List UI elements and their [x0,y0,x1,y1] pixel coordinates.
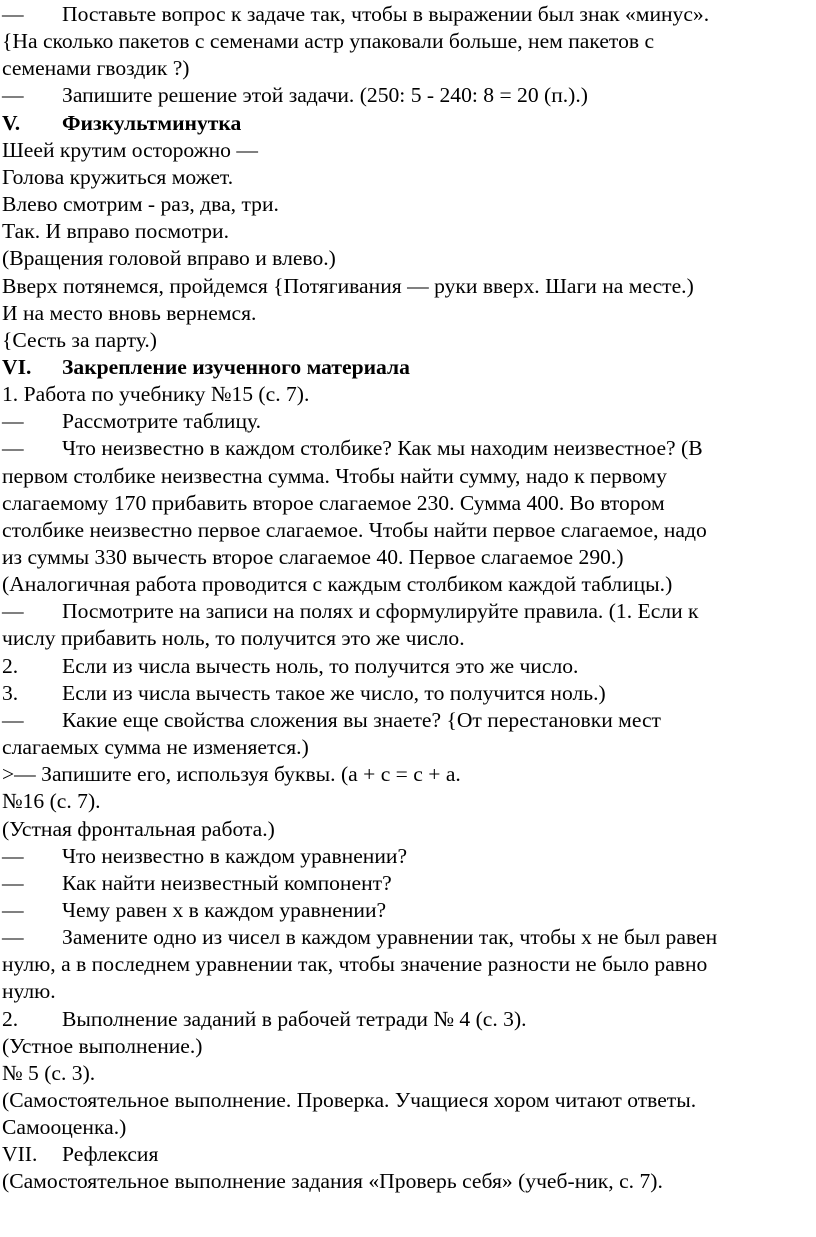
line-text: Самооценка.) [2,1115,127,1140]
text-line [2,109,241,137]
text-line [2,1140,158,1168]
text-line [2,787,101,815]
line-text: №16 (с. 7). [2,789,101,814]
text-line [2,679,606,707]
line-text: Так. И вправо посмотри. [2,219,229,244]
text-line [2,516,707,544]
text-line [2,54,190,82]
text-line [2,869,392,897]
line-text: Что неизвестно в каждом столбике? Как мы находим неизвестное? (В [62,436,703,461]
line-text: Поставьте вопрос к задаче так, чтобы в выражении был знак «минус». [62,2,710,26]
text-line [2,462,667,490]
line-text: Что неизвестно в каждом уравнении? [62,843,408,868]
line-marker: VII. [2,1142,38,1167]
line-marker: — [2,925,24,950]
text-line [2,815,275,843]
line-marker: — [2,409,24,434]
line-text: слагаемому 170 прибавить второе слагаемое 230. Сумма 400. Во втором [2,490,665,515]
text-line [2,950,707,978]
text-line [2,244,336,272]
line-marker: 3. [2,680,19,705]
line-text: (Вращения головой вправо и влево.) [2,246,336,271]
text-line [2,217,229,245]
line-marker: VI. [2,354,32,379]
text-line [2,923,717,951]
text-line [2,733,309,761]
line-text: Выполнение заданий в рабочей тетради № 4 (с. 3). [62,1006,527,1031]
text-line [2,842,407,870]
text-line [2,624,465,652]
line-text: Физкультминутка [62,110,242,135]
text-line [2,353,410,381]
text-line [2,272,694,300]
line-text: (Устное выполнение.) [2,1033,203,1058]
line-text: (Устная фронтальная работа.) [2,816,275,841]
line-text: Шеей крутим осторожно — [2,137,258,162]
line-text: (Аналогичная работа проводится с каждым столбиком каждой таблицы.) [2,572,673,597]
line-marker: 2. [2,1006,19,1031]
text-line [2,0,709,28]
line-text: первом столбике неизвестна сумма. Чтобы найти сумму, надо к первому [2,463,667,488]
text-line [2,543,624,571]
line-marker: — [2,83,24,108]
line-text: Рассмотрите таблицу. [62,409,262,434]
text-line [2,163,233,191]
line-text: Посмотрите на записи на полях и сформулируйте правила. (1. Если к [62,599,699,624]
line-text: числу прибавить ноль, то получится это же число. [2,626,465,651]
line-text: Запишите решение этой задачи. (250: 5 - 240: 8 = 20 (п.).) [62,83,588,108]
line-text: Закрепление изученного материала [62,354,410,379]
line-marker: — [2,707,24,732]
line-marker: — [2,870,24,895]
text-line [2,27,654,55]
line-text: № 5 (с. 3). [2,1060,96,1085]
text-line [2,1167,663,1195]
text-line [2,326,157,354]
line-text: (Самостоятельное выполнение. Проверка. Учащиеся хором читают ответы. [2,1088,697,1112]
text-line [2,706,661,734]
text-line [2,1113,126,1141]
line-text: (Самостоятельное выполнение задания «Проверь себя» (учеб-ник, с. 7). [2,1169,663,1194]
text-line [2,190,279,218]
line-text: слагаемых сумма не изменяется.) [2,735,309,760]
line-marker: — [2,2,24,26]
line-text: {Сесть за парту.) [2,327,157,352]
text-line [2,299,256,327]
line-text: столбике неизвестно первое слагаемое. Чтобы найти первое слагаемое, надо [2,517,707,542]
line-text: Как найти неизвестный компонент? [62,870,392,895]
text-line [2,434,703,462]
line-text: нулю. [2,979,56,1004]
line-text: нулю, а в последнем уравнении так, чтобы значение разности не было равно [2,952,708,977]
text-line [2,489,665,517]
text-line [2,136,258,164]
line-marker: — [2,599,24,624]
line-text: >— Запишите его, используя буквы. (а + с = с + а. [2,762,461,787]
line-text: Чему равен х в каждом уравнении? [62,897,387,922]
text-line [2,407,261,435]
line-text: {На сколько пакетов с семенами астр упаковали больше, нем пакетов с [2,29,655,54]
line-text: Рефлексия [62,1142,159,1167]
line-marker: — [2,843,24,868]
line-marker: 2. [2,653,19,678]
line-text: И на место вновь вернемся. [2,300,257,325]
line-text: Голова кружиться может. [2,164,234,189]
line-text: 1. Работа по учебнику №15 (с. 7). [2,382,310,407]
text-line [2,380,309,408]
text-line [2,81,588,109]
line-text: Если из числа вычесть ноль, то получится это же число. [62,653,579,678]
text-line [2,896,386,924]
line-text: Вверх потянемся, пройдемся {Потягивания — руки вверх. Шаги на месте.) [2,273,694,298]
line-text: семенами гвоздик ?) [2,56,190,81]
text-line [2,1032,202,1060]
line-text: Влево смотрим - раз, два, три. [2,192,279,217]
text-line [2,760,461,788]
line-text: Замените одно из чисел в каждом уравнении так, чтобы х не был равен [62,925,718,950]
text-line [2,597,699,625]
line-text: Если из числа вычесть такое же число, то получится ноль.) [62,680,606,705]
line-text: из суммы 330 вычесть второе слагаемое 40. Первое слагаемое 290.) [2,545,624,569]
text-line [2,977,56,1005]
line-marker: V. [2,110,21,135]
text-line [2,1086,696,1114]
line-marker: — [2,436,24,461]
line-text: Какие еще свойства сложения вы знаете? {От перестановки мест [62,707,661,732]
text-line [2,1059,95,1087]
text-line [2,1005,527,1033]
text-line [2,570,672,598]
text-line [2,652,578,680]
line-marker: — [2,897,24,922]
